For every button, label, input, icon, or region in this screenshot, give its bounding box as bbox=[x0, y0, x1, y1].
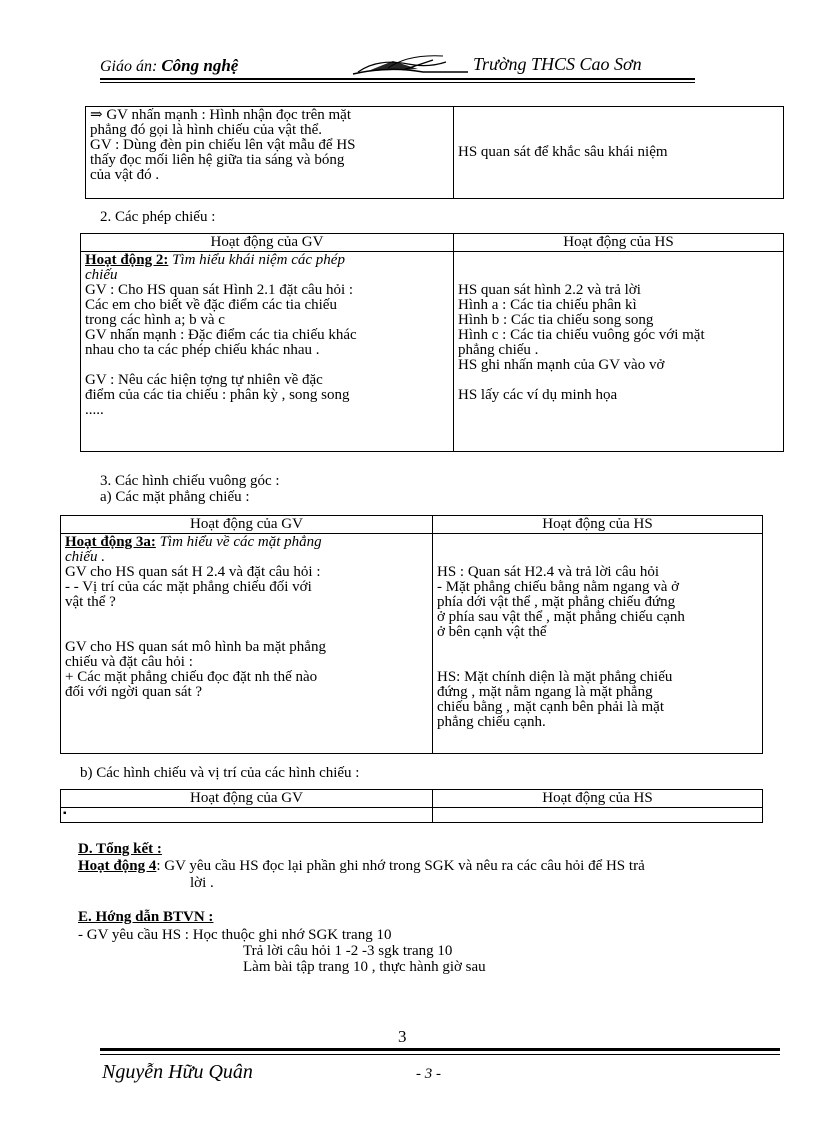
table1-gv-line: thấy đọc mối liên hệ giữa tia sáng và bóng bbox=[90, 152, 345, 168]
table4-bullet: ▪ bbox=[63, 808, 67, 819]
table3-hs-line: phẳng chiếu cạnh. bbox=[437, 714, 546, 730]
table2-hs-line: HS quan sát hình 2.2 và trả lời bbox=[458, 282, 641, 298]
table2-gv-line: ..... bbox=[85, 402, 104, 418]
book-pen-icon bbox=[348, 52, 473, 78]
summary-title: D. Tổng kết : bbox=[78, 841, 162, 857]
table2-header-hs: Hoạt động của HS bbox=[454, 234, 784, 252]
table4-hs-cell bbox=[433, 808, 763, 823]
table3-gv-line: đối với ngời quan sát ? bbox=[65, 684, 203, 700]
table3-hs-line: - Mặt phẳng chiếu bằng nằm ngang và ở bbox=[437, 579, 680, 595]
table3-gv-line: - - Vị trí của các mặt phẳng chiếu đối với bbox=[65, 579, 312, 595]
table2-hs-cell bbox=[454, 252, 784, 452]
table3-gv-cell bbox=[61, 534, 433, 754]
homework-line-3: Làm bài tập trang 10 , thực hành giờ sau bbox=[243, 959, 486, 975]
spacer bbox=[437, 535, 758, 550]
homework-line-2: Trả lời câu hỏi 1 -2 -3 sgk trang 10 bbox=[243, 943, 453, 959]
table2-hs-line: Hình b : Các tia chiếu song song bbox=[458, 312, 654, 328]
footer-page-label: - 3 - bbox=[416, 1066, 441, 1082]
page-number: 3 bbox=[398, 1027, 407, 1046]
section-3a-title: a) Các mặt phẳng chiếu : bbox=[100, 489, 250, 505]
summary-activity bbox=[78, 859, 645, 874]
table3-hs-line: ở bên cạnh vật thể bbox=[437, 624, 547, 640]
table3-hs-line: đứng , mặt nằm ngang là mặt phẳng bbox=[437, 684, 653, 700]
homework-title: E. Hớng dẫn BTVN : bbox=[78, 909, 214, 925]
spacer bbox=[458, 268, 779, 283]
activity-2-desc: Tìm hiểu khái niệm các phép bbox=[172, 252, 345, 268]
table3-hs-line: HS: Mặt chính diện là mặt phẳng chiếu bbox=[437, 669, 673, 685]
table3-header-gv: Hoạt động của GV bbox=[61, 516, 433, 534]
header-school: Trường THCS Cao Sơn bbox=[473, 54, 642, 74]
table2-gv-line: điểm của các tia chiếu : phân kỳ , song song bbox=[85, 387, 350, 403]
table2-gv-line: GV : Cho HS quan sát Hình 2.1 đặt câu hỏi : bbox=[85, 282, 354, 298]
spacer bbox=[437, 655, 758, 670]
summary-activity-label: Hoạt động 4 bbox=[78, 858, 157, 874]
activity-2-title: Hoạt động 2: bbox=[85, 252, 169, 268]
activity-2-heading bbox=[85, 253, 449, 268]
table2-gv-line: Các em cho biết về đặc điểm các tia chiếu bbox=[85, 297, 337, 313]
table3-hs-line: ở phía sau vật thể , mặt phẳng chiếu cạnh bbox=[437, 609, 685, 625]
table2-header-gv: Hoạt động của GV bbox=[81, 234, 454, 252]
footer-rule-thin bbox=[100, 1054, 780, 1055]
table3-gv-line: GV cho HS quan sát H 2.4 và đặt câu hỏi : bbox=[65, 564, 321, 580]
table3-gv-line: chiếu và đặt câu hỏi : bbox=[65, 654, 193, 670]
activity-table-1 bbox=[85, 106, 784, 199]
table1-gv-line: phẳng đó gọi là hình chiếu của vật thể. bbox=[90, 122, 323, 138]
table1-gv-line: của vật đó . bbox=[90, 167, 160, 183]
table2-hs-line: HS lấy các ví dụ minh họa bbox=[458, 387, 618, 403]
spacer bbox=[65, 625, 428, 640]
activity-table-4 bbox=[60, 789, 763, 823]
table1-gv-cell bbox=[86, 107, 454, 199]
activity-3a-desc: Tìm hiểu về các mặt phẳng bbox=[159, 534, 322, 550]
activity-2-desc-cont: chiếu bbox=[85, 267, 118, 283]
section-2-title: 2. Các phép chiếu : bbox=[100, 209, 216, 225]
table1-hs-text: HS quan sát để khắc sâu khái niệm bbox=[458, 144, 668, 160]
table3-gv-line: vật thể ? bbox=[65, 594, 116, 610]
section-3b-title: b) Các hình chiếu và vị trí của các hình chiếu : bbox=[80, 765, 360, 781]
table2-gv-line: GV : Nêu các hiện tợng tự nhiên về đặc bbox=[85, 372, 323, 388]
footer-rule bbox=[100, 1048, 780, 1051]
summary-activity-text: : GV yêu cầu HS đọc lại phần ghi nhớ trong SGK và nêu ra các câu hỏi để HS trả bbox=[156, 858, 645, 874]
table2-gv-line: trong các hình a; b và c bbox=[85, 312, 225, 328]
header-rule-thin bbox=[100, 82, 695, 83]
activity-3a-heading bbox=[65, 535, 428, 550]
table3-gv-line: + Các mặt phẳng chiếu đọc đặt nh thế nào bbox=[65, 669, 318, 685]
table2-gv-cell bbox=[81, 252, 454, 452]
table3-gv-line: GV cho HS quan sát mô hình ba mặt phẳng bbox=[65, 639, 326, 655]
spacer bbox=[65, 610, 428, 625]
spacer bbox=[437, 640, 758, 655]
header-rule bbox=[100, 78, 695, 80]
table3-hs-cell bbox=[433, 534, 763, 754]
table3-hs-line: chiếu bằng , mặt cạnh bên phải là mặt bbox=[437, 699, 664, 715]
table4-gv-cell bbox=[61, 808, 433, 823]
table2-hs-line: HS ghi nhấn mạnh của GV vào vở bbox=[458, 357, 665, 373]
table4-header-hs: Hoạt động của HS bbox=[433, 790, 763, 808]
page-header bbox=[100, 52, 695, 80]
header-label: Giáo án: bbox=[100, 58, 158, 75]
activity-3a-desc-cont: chiếu . bbox=[65, 549, 105, 565]
summary-activity-text-2: lời . bbox=[190, 875, 214, 891]
table1-gv-line: GV : Dùng đèn pin chiếu lên vật mẫu để HS bbox=[90, 137, 356, 153]
table2-hs-line: Hình a : Các tia chiếu phân kì bbox=[458, 297, 637, 313]
header-left bbox=[100, 56, 238, 76]
table2-gv-line: nhau cho ta các phép chiếu khác nhau . bbox=[85, 342, 320, 358]
author-name: Nguyễn Hữu Quân bbox=[102, 1061, 253, 1083]
table2-hs-line: Hình c : Các tia chiếu vuông góc với mặt bbox=[458, 327, 705, 343]
spacer bbox=[85, 358, 449, 373]
table1-hs-cell bbox=[454, 107, 784, 199]
homework-line-1: - GV yêu cầu HS : Học thuộc ghi nhớ SGK trang 10 bbox=[78, 927, 392, 943]
header-subject: Công nghệ bbox=[161, 56, 239, 75]
spacer bbox=[437, 550, 758, 565]
table3-hs-line: phía dới vật thể , mặt phẳng chiếu đứng bbox=[437, 594, 676, 610]
activity-table-3 bbox=[60, 515, 763, 754]
activity-table-2 bbox=[80, 233, 784, 452]
spacer bbox=[458, 253, 779, 268]
table3-header-hs: Hoạt động của HS bbox=[433, 516, 763, 534]
table2-hs-line: phẳng chiếu . bbox=[458, 342, 539, 358]
activity-3a-title: Hoạt động 3a: bbox=[65, 534, 156, 550]
table4-header-gv: Hoạt động của GV bbox=[61, 790, 433, 808]
table3-hs-line: HS : Quan sát H2.4 và trả lời câu hỏi bbox=[437, 564, 660, 580]
table1-gv-line: ⇒ GV nhấn mạnh : Hình nhận đọc trên mặt bbox=[90, 107, 351, 123]
spacer bbox=[458, 373, 779, 388]
section-3-title: 3. Các hình chiếu vuông góc : bbox=[100, 473, 280, 489]
table2-gv-line: GV nhấn mạnh : Đặc điểm các tia chiếu khác bbox=[85, 327, 357, 343]
